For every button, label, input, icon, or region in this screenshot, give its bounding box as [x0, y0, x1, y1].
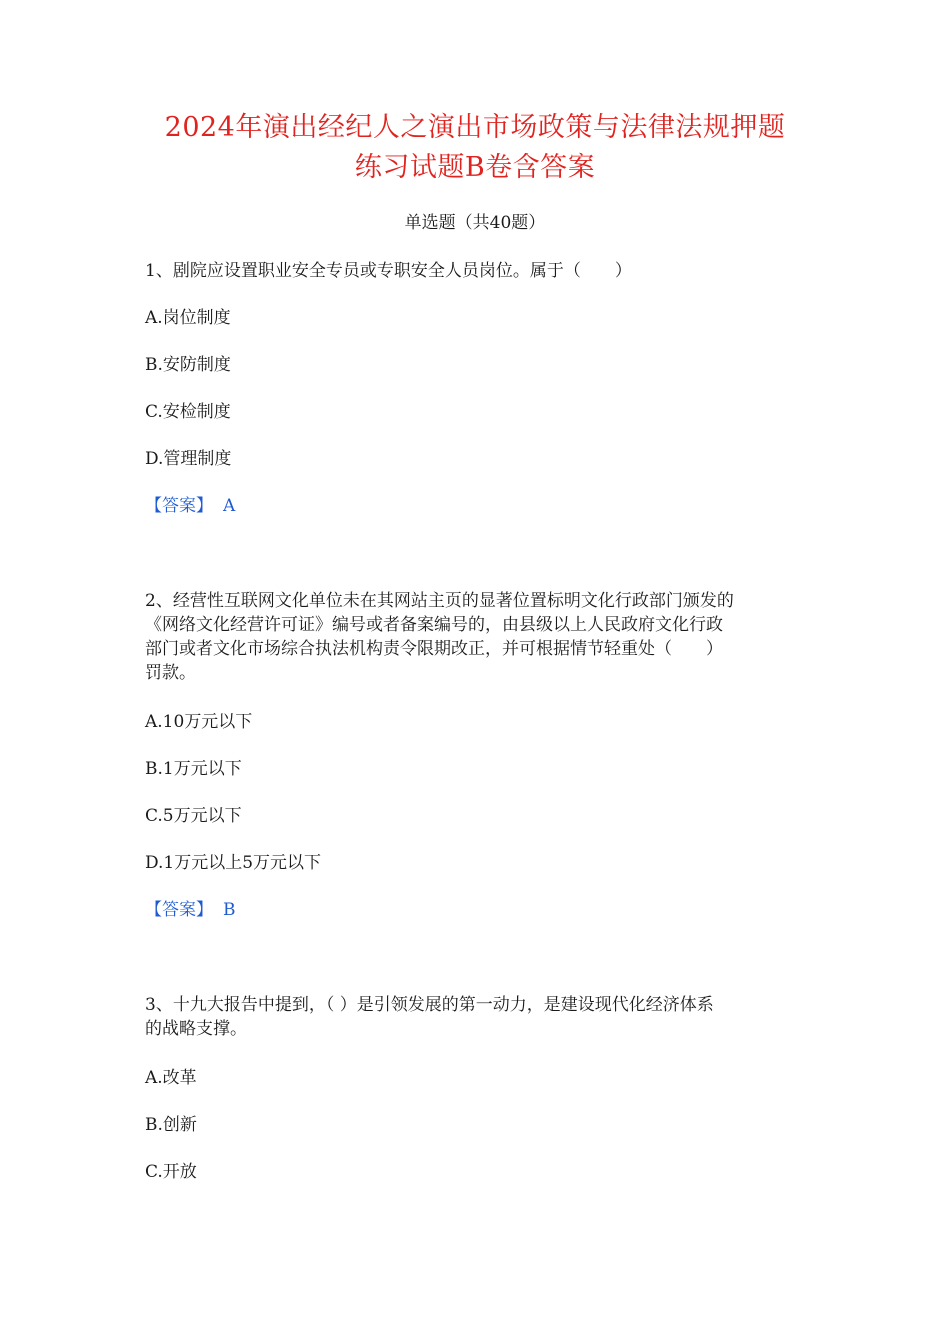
question-1-answer — [145, 494, 805, 518]
document-title — [100, 108, 850, 188]
title-line-1: 2024年演出经纪人之演出市场政策与法律法规押题 — [164, 112, 786, 143]
question-2-option-d: D.1万元以上5万元以下 — [145, 853, 322, 873]
question-1-stem-line: 1、剧院应设置职业安全专员或专职安全人员岗位。属于（ ） — [145, 261, 632, 281]
question-3-stem-line-2: 的战略支撑。 — [145, 1019, 247, 1039]
question-2-option-a: A.10万元以下 — [145, 712, 253, 732]
question-1-option-c: C.安检制度 — [145, 402, 231, 422]
question-2-stem-line-1: 2、经营性互联网文化单位未在其网站主页的显著位置标明文化行政部门颁发的 — [145, 591, 734, 611]
question-2-answer — [145, 898, 805, 922]
title-line-2: 练习试题B卷含答案 — [354, 152, 596, 183]
question-3-option-c: C.开放 — [145, 1162, 197, 1182]
question-2-stem-line-2: 《网络文化经营许可证》编号或者备案编号的，由县级以上人民政府文化行政 — [145, 615, 723, 635]
question-2-option-b: B.1万元以下 — [145, 759, 242, 779]
question-2-stem-line-3: 部门或者文化市场综合执法机构责令限期改正，并可根据情节轻重处（ ） — [145, 639, 723, 659]
section-heading: 单选题（共40题） — [404, 213, 546, 233]
question-3-option-b: B.创新 — [145, 1115, 197, 1135]
answer-label: 【答案】 — [145, 900, 213, 920]
question-3-option-a: A.改革 — [145, 1068, 197, 1088]
answer-value: B — [223, 900, 236, 920]
answer-label: 【答案】 — [145, 496, 213, 516]
question-1-option-a: A.岗位制度 — [145, 308, 231, 328]
question-2-stem — [145, 589, 805, 685]
question-3-stem-line-1: 3、十九大报告中提到，（ ）是引领发展的第一动力，是建设现代化经济体系 — [145, 995, 714, 1015]
question-1-option-d: D.管理制度 — [145, 449, 232, 469]
question-3-stem — [145, 993, 805, 1041]
question-2-option-c: C.5万元以下 — [145, 806, 242, 826]
question-1-option-b: B.安防制度 — [145, 355, 231, 375]
question-1-stem — [145, 259, 805, 283]
answer-value: A — [223, 496, 236, 516]
question-2-stem-line-4: 罚款。 — [145, 663, 196, 683]
